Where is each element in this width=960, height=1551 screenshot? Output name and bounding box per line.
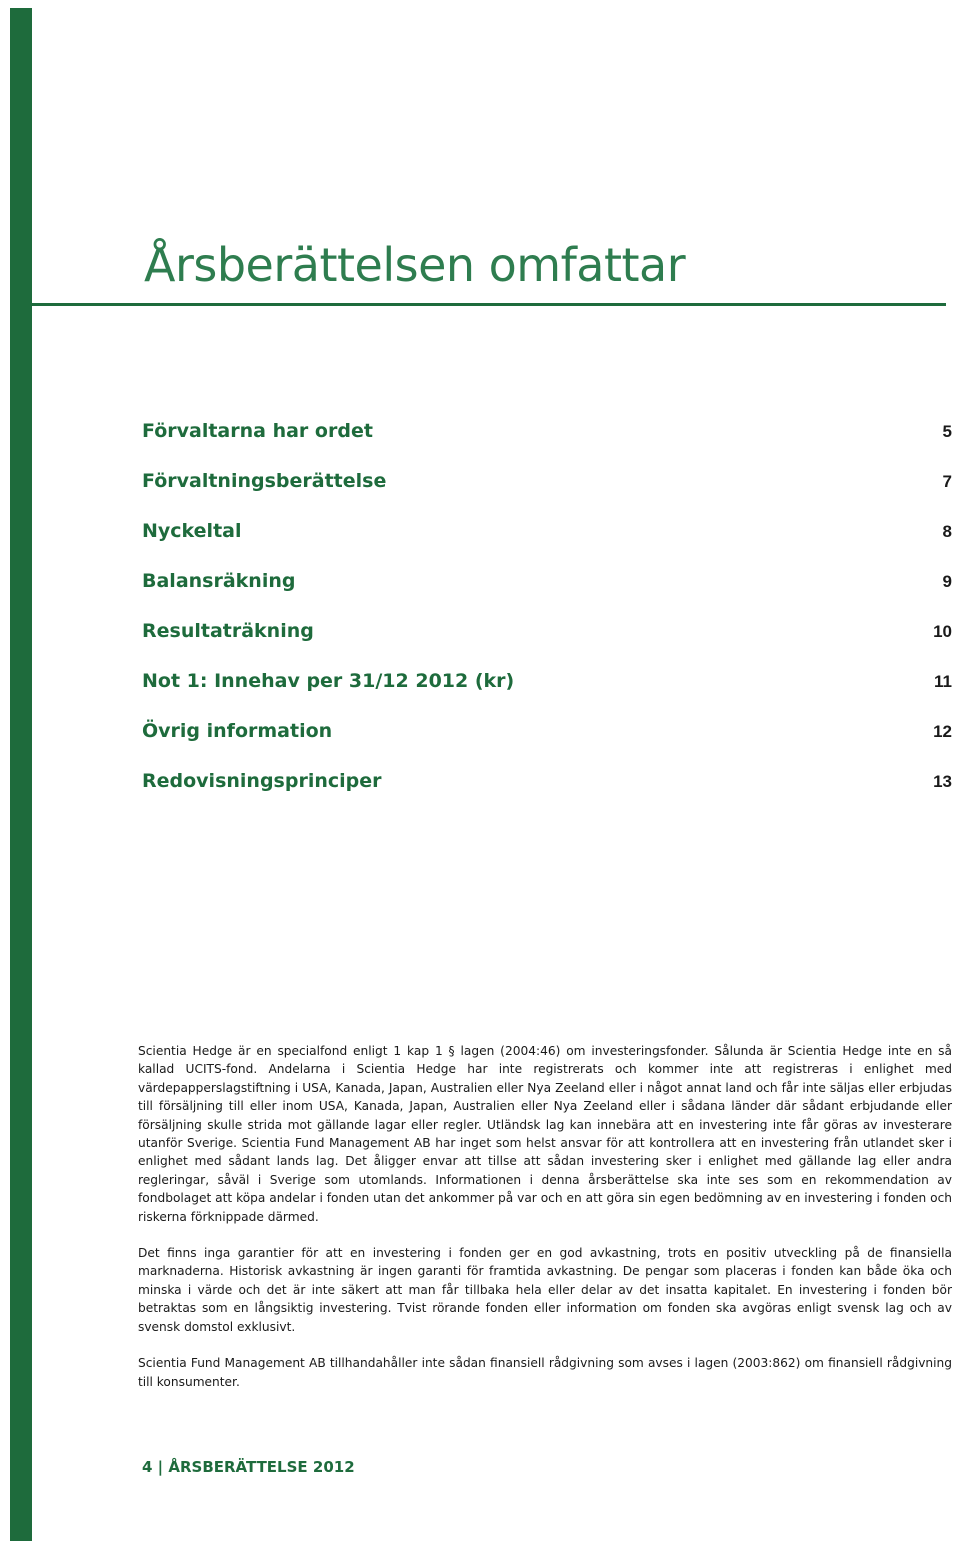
toc-item-label: Nyckeltal	[142, 520, 242, 542]
toc-item-label: Förvaltarna har ordet	[142, 420, 373, 442]
toc-item-forvaltarna-har-ordet[interactable]	[142, 420, 952, 470]
table-of-contents	[142, 420, 952, 820]
toc-item-nyckeltal[interactable]	[142, 520, 952, 570]
title-divider	[32, 303, 946, 306]
toc-item-page: 13	[933, 772, 952, 791]
toc-item-page: 11	[934, 672, 952, 691]
toc-item-page: 7	[942, 472, 952, 491]
toc-item-label: Förvaltningsberättelse	[142, 470, 387, 492]
toc-item-forvaltningsberattelse[interactable]	[142, 470, 952, 520]
toc-item-label: Not 1: Innehav per 31/12 2012 (kr)	[142, 670, 515, 692]
toc-item-label: Övrig information	[142, 720, 333, 742]
toc-item-page: 10	[933, 622, 952, 641]
toc-item-page: 12	[933, 722, 952, 741]
toc-item-label: Redovisningsprinciper	[142, 770, 382, 792]
toc-item-balansrakning[interactable]	[142, 570, 952, 620]
page-title: Årsberättelsen omfattar	[144, 238, 686, 292]
toc-item-label: Resultaträkning	[142, 620, 314, 642]
toc-item-page: 5	[942, 422, 952, 441]
page-footer: 4 | ÅRSBERÄTTELSE 2012	[142, 1458, 355, 1476]
disclaimer-paragraph-specialfond: Scientia Hedge är en specialfond enligt 1 kap 1 § lagen (2004:46) om investeringsfonder. Sålunda är Scientia Hedge inte en så kallad UCITS-fond. Andelarna i Scientia Hedge har inte registrerats och kommer inte att registreras i enlighet med värdepapperslagstiftning i USA, Kanada, Japan, Australien eller Nya Zeeland eller i något annat land och får inte säljas eller erbjudas till försäljning till eller inom USA, Kanada, Japan, Australien eller Nya Zeeland eller i sådana länder där sådant erbjudande eller försäljning skulle strida mot gällande lagar eller regler. Utländsk lag kan innebära att en investering inte får göras av investerare utanför Sverige. Scientia Fund Management AB har inget som helst ansvar för att kontrollera att en investering från utlandet sker i enlighet med sådant lands lag. Det åligger envar att tillse att sådan investering sker i enlighet med gällande lag eller andra regleringar, såväl i Sverige som utomlands. Informationen i denna årsberättelse ska inte ses som en rekommendation av fondbolaget att köpa andelar i fonden utan det ankommer på var och en att göra sin egen bedömning av en investering i fonden och riskerna förknippade därmed.	[138, 1044, 952, 1224]
toc-item-resultatrakning[interactable]	[142, 620, 952, 670]
toc-item-ovrig-information[interactable]	[142, 720, 952, 770]
toc-item-page: 8	[942, 522, 952, 541]
side-accent-bar	[10, 8, 32, 1541]
toc-item-label: Balansräkning	[142, 570, 296, 592]
toc-item-page: 9	[942, 572, 952, 591]
disclaimer-paragraph-garantier: Det finns inga garantier för att en investering i fonden ger en god avkastning, trots en positiv utveckling på de finansiella marknaderna. Historisk avkastning är ingen garanti för framtida avkastning. De pengar som placeras i fonden kan både öka och minska i värde och det är inte säkert att man får tillbaka hela eller delar av det insatta kapitalet. En investering i fonden bör betraktas som en långsiktig investering. Tvist rörande fonden eller information om fonden ska avgöras enligt svensk lag och av svensk domstol exklusivt.	[138, 1246, 952, 1334]
disclaimer-text	[138, 1042, 952, 1409]
disclaimer-paragraph-radgivning: Scientia Fund Management AB tillhandahåller inte sådan finansiell rådgivning som avses i lagen (2003:862) om finansiell rådgivning till konsumenter.	[138, 1356, 952, 1389]
toc-item-redovisningsprinciper[interactable]	[142, 770, 952, 820]
toc-item-not-1-innehav[interactable]	[142, 670, 952, 720]
